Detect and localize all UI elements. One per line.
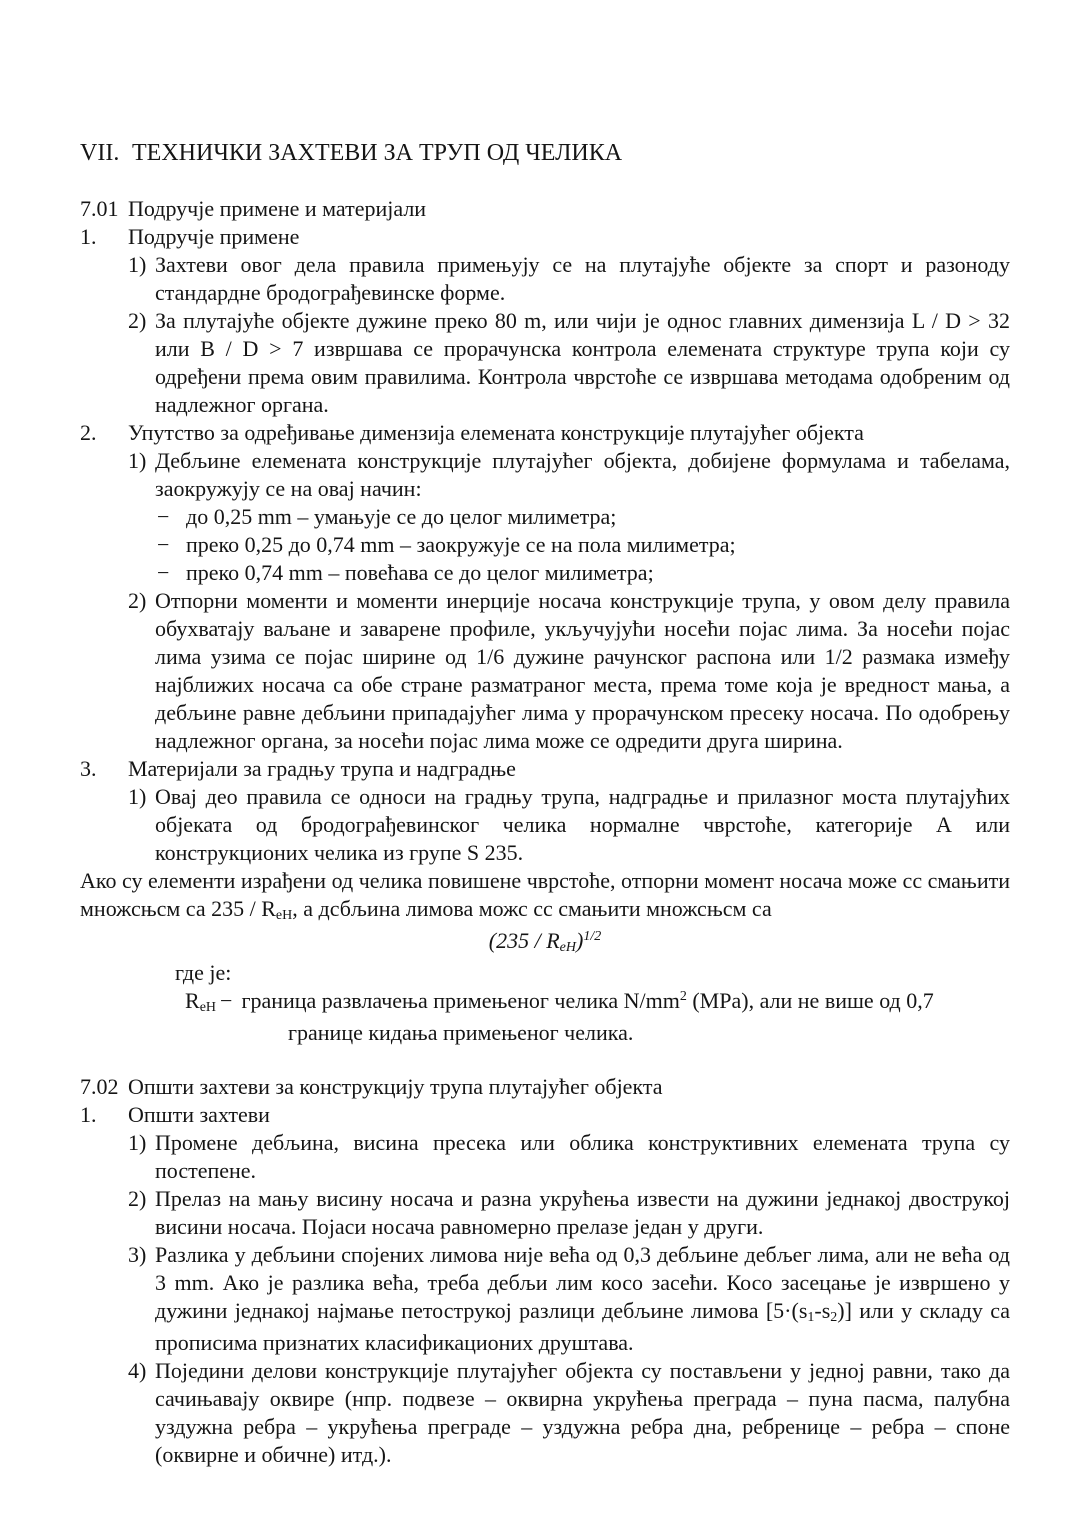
chapter-title: ТЕХНИЧКИ ЗАХТЕВИ ЗА ТРУП ОД ЧЕЛИКА — [132, 140, 623, 166]
subitem-3 — [80, 1241, 1010, 1357]
section-number: 7.01 — [80, 196, 119, 221]
document-page — [80, 138, 1010, 1469]
section-gap — [80, 1047, 1010, 1073]
subitem-4 — [80, 1357, 1010, 1469]
subitem-text: Промене дебљина, висина пресека или облика конструктивних елемената трупа су постепене. — [155, 1130, 1010, 1183]
item-number: 2. — [80, 420, 97, 445]
item-number: 3. — [80, 756, 97, 781]
subitem-2 — [80, 1185, 1010, 1241]
subitem-text-part: Разлика у дебљини спојених лимова није већа од 0,3 дебљине дебљег лима, али не већа од 3 mm. Ако је разлика већа, треба дебљи лим косо засећи. Косо засецање је извршено у дужини једнакој најмање петострукој разлици дебљине лимова [5·(s — [155, 1242, 1010, 1323]
item-title: Материјали за градњу трупа и надградње — [128, 756, 516, 781]
dash-item — [80, 531, 1010, 559]
subitem-number: 3) — [128, 1242, 147, 1267]
subitem-text: За плутајуће објекте дужине преко 80 m, или чији је однос главних димензија L / D > 32 или B / D > 7 извршава се прорачунска контрола елемената структуре трупа који су одређени према овим правилима. Контрола чврстоће се извршава методама одобреним од надлежног органа. — [155, 308, 1010, 417]
subscript: eH — [559, 940, 576, 955]
subitem-1 — [80, 783, 1010, 867]
superscript: 1/2 — [583, 929, 602, 944]
note-text: Ако су елементи израђени од челика повишене чврстоће, отпорни момент носача може сс смањити множсњсм са 235 / R — [80, 868, 1010, 921]
subitem-number: 1) — [128, 252, 147, 277]
subscript: 2 — [830, 1310, 838, 1325]
subitem-number: 2) — [128, 308, 147, 333]
section-number: 7.02 — [80, 1074, 119, 1099]
dash-marker: − — [157, 560, 170, 585]
subscript: 1 — [807, 1310, 815, 1325]
dash: − — [220, 988, 233, 1013]
section-7-02-header — [80, 1073, 1010, 1101]
dash-marker: − — [157, 504, 170, 529]
subitem-text: Поједини делови конструкције плутајућег објекта су постављени у једној равни, тако да сачињавају оквире (нпр. подвезе – оквирна укрућења преграда – пуна пасма, палубна уздужна ребра – укрућења преграде – уздужна ребра дна, ребренице – ребра – споне (оквирне и обичне) итд.). — [155, 1358, 1010, 1467]
subitem-2 — [80, 307, 1010, 419]
subitem-2 — [80, 587, 1010, 755]
chapter-number: VII. — [80, 140, 120, 166]
dash-text: до 0,25 mm – умањује се до целог милиметра; — [186, 504, 617, 529]
definition-line-continued: границе кидања примењеног челика. — [288, 1020, 634, 1045]
item-1-header — [80, 223, 1010, 251]
note-text: , а дсбљина лимова можс сс смањити множсњсм са — [292, 896, 772, 921]
symbol: R — [185, 988, 200, 1013]
subitem-text: Прелаз на мању висину носача и разна укрућења извести на дужини једнакој двострукој висини носача. Појаси носача равномерно прелазе један у други. — [155, 1186, 1010, 1239]
formula-text: ) — [576, 928, 584, 953]
where-label: где је: — [175, 960, 232, 985]
subitem-text: Захтеви овог дела правила примењују се на плутајуће објекте за спорт и разоноду стандардне бродограђевинске форме. — [155, 252, 1010, 305]
subitem-number: 4) — [128, 1358, 147, 1383]
dash-text: преко 0,25 до 0,74 mm – заокружује се на пола милиметра; — [186, 532, 736, 557]
superscript: 2 — [679, 989, 687, 1004]
formula-text: (235 / R — [488, 928, 560, 953]
dash-item — [80, 559, 1010, 587]
item-title: Упутство за одређивање димензија елемената конструкције плутајућег објекта — [128, 420, 864, 445]
subitem-number: 1) — [128, 448, 147, 473]
section-7-01-header — [80, 195, 1010, 223]
subitem-number: 1) — [128, 784, 147, 809]
item-3-header — [80, 755, 1010, 783]
item-title: Општи захтеви — [128, 1102, 270, 1127]
subitem-text: Отпорни моменти и моменти инерције носача конструкције трупа, у овом делу правила обухватају ваљане и заварене профиле, укључујући носећи појас лима. За носећи појас лима узима се појас ширине од 1/6 дужине рачунског распона или 1/2 размака између најближих носача са обе стране разматраног места, према томе која је вредност мања, а дебљине равне дебљини припадајућег лима у прорачунском пресеку носача. По одобрењу надлежног органа, за носећи појас лима може се одредити друга ширина. — [155, 588, 1010, 753]
formula — [80, 927, 1010, 959]
subscript: eH — [199, 1000, 217, 1015]
subitem-text-part: )] или у складу са прописима признатих класификационих друштава. — [155, 1298, 1010, 1355]
subitem-1 — [80, 447, 1010, 503]
subitem-number: 2) — [128, 1186, 147, 1211]
dash-marker: − — [157, 532, 170, 557]
item-1-header — [80, 1101, 1010, 1129]
subitem-text: Овај део правила се односи на градњу трупа, надградње и прилазног моста плутајућих објеката од бродограђевинског челика нормалне чврстоће, категорије А или конструкционих челика из групе S 235. — [155, 784, 1010, 865]
definition-text: (MPa), али не више од 0,7 — [686, 988, 934, 1013]
subitem-1 — [80, 251, 1010, 307]
subitem-1 — [80, 1129, 1010, 1185]
chapter-heading — [80, 138, 1010, 168]
section-title: Општи захтеви за конструкцију трупа плутајућег објекта — [128, 1074, 663, 1099]
item-2-header — [80, 419, 1010, 447]
subitem-text — [155, 1241, 1010, 1357]
note-paragraph — [80, 867, 1010, 927]
subscript: eH — [275, 908, 293, 923]
dash-item — [80, 503, 1010, 531]
item-title: Подручје примене — [128, 224, 300, 249]
subitem-text: Дебљине елемената конструкције плутајућег објекта, добијене формулама и табелама, заокружују се на овај начин: — [155, 448, 1010, 501]
item-number: 1. — [80, 224, 97, 249]
item-number: 1. — [80, 1102, 97, 1127]
subitem-number: 2) — [128, 588, 147, 613]
subitem-number: 1) — [128, 1130, 147, 1155]
definition-text: граница развлачења примењеног челика N/mm — [241, 988, 680, 1013]
definition-line — [80, 987, 1010, 1019]
section-title: Подручје примене и материјали — [128, 196, 427, 221]
dash-text: преко 0,74 mm – повећава се до целог милиметра; — [186, 560, 654, 585]
subitem-text-part: -s — [814, 1298, 831, 1323]
